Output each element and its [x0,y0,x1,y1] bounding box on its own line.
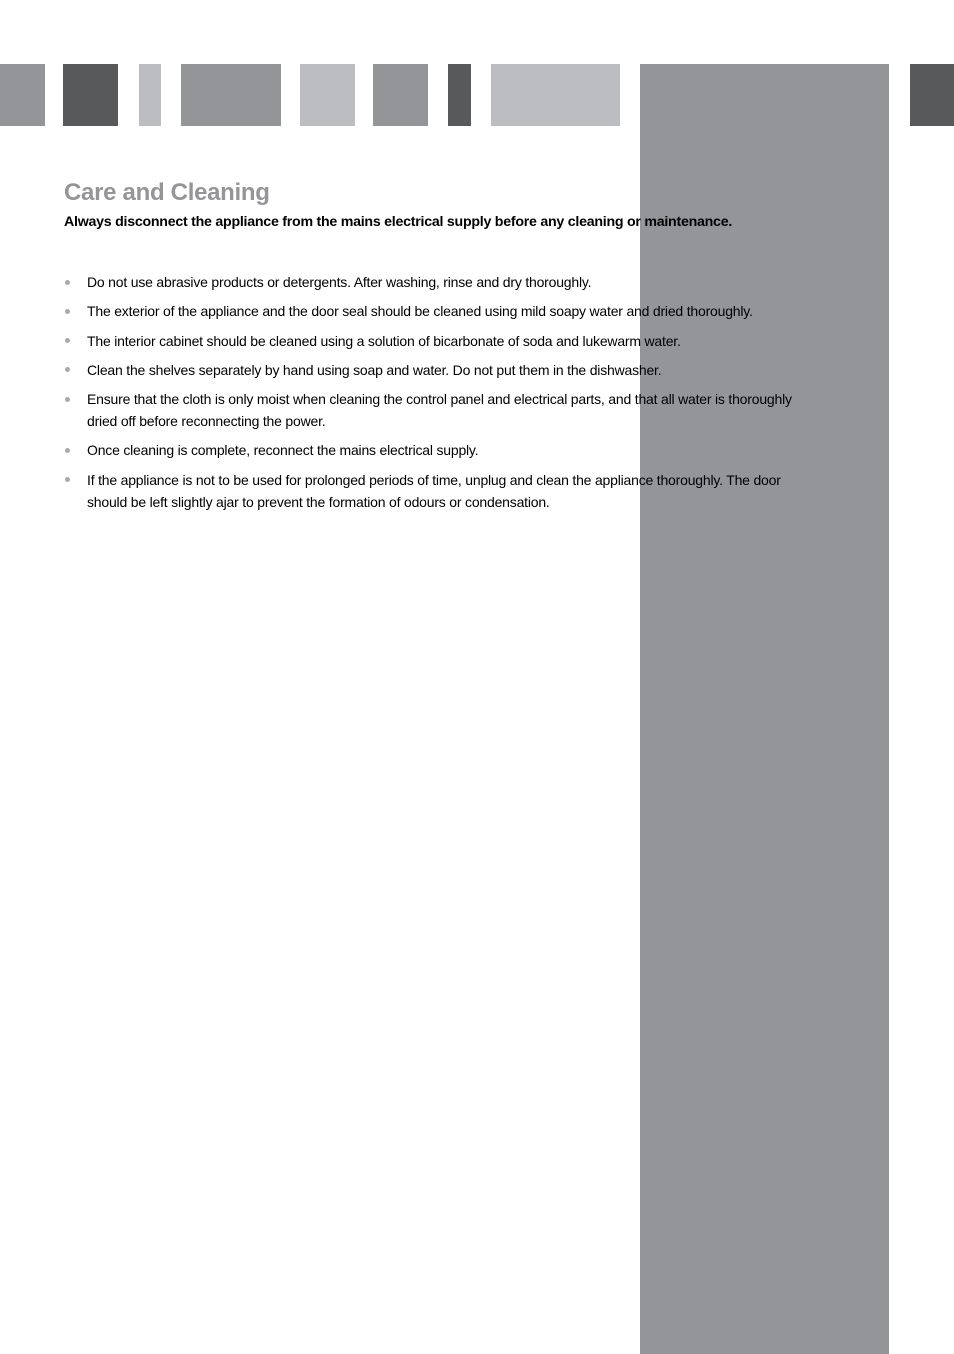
list-item [64,271,824,293]
side-band [640,64,889,1354]
bullet-icon [65,367,70,372]
list-item-text: Clean the shelves separately by hand using soap and water. Do not put them in the dishwasher. [87,361,662,378]
header-block-6 [373,64,428,126]
bullet-icon [65,338,70,343]
care-instructions-list [64,271,824,520]
list-item [64,300,824,322]
header-block-8 [491,64,620,126]
safety-warning: Always disconnect the appliance from the mains electrical supply before any cleaning or maintenance. [64,214,733,230]
list-item-text: Ensure that the cloth is only moist when cleaning the control panel and electrical parts, and that all water is thoroughly dried off before reconnecting the power. [87,391,792,430]
header-block-4 [181,64,281,126]
bullet-icon [65,280,70,285]
list-item-text: The exterior of the appliance and the door seal should be cleaned using mild soapy water and dried thoroughly. [87,303,753,320]
bullet-icon [65,397,70,402]
header-block-3 [139,64,161,126]
list-item [64,330,824,352]
bullet-icon [65,477,70,482]
list-item [64,439,824,461]
list-item [64,388,824,432]
list-item [64,469,824,513]
list-item-text: If the appliance is not to be used for prolonged periods of time, unplug and clean the appliance thoroughly. The door should be left slightly ajar to prevent the formation of odours or condensation. [87,471,781,510]
page-title: Care and Cleaning [64,179,270,206]
bullet-icon [65,448,70,453]
list-item-text: Once cleaning is complete, reconnect the mains electrical supply. [87,442,479,459]
header-block-2 [63,64,118,126]
header-block-9 [910,64,954,126]
header-block-5 [300,64,355,126]
header-block-7 [448,64,471,126]
list-item-text: Do not use abrasive products or detergents. After washing, rinse and dry thoroughly. [87,274,592,290]
list-item-text: The interior cabinet should be cleaned using a solution of bicarbonate of soda and lukewarm water. [87,332,681,349]
list-item [64,359,824,381]
bullet-icon [65,309,70,314]
header-block-1 [0,64,45,126]
